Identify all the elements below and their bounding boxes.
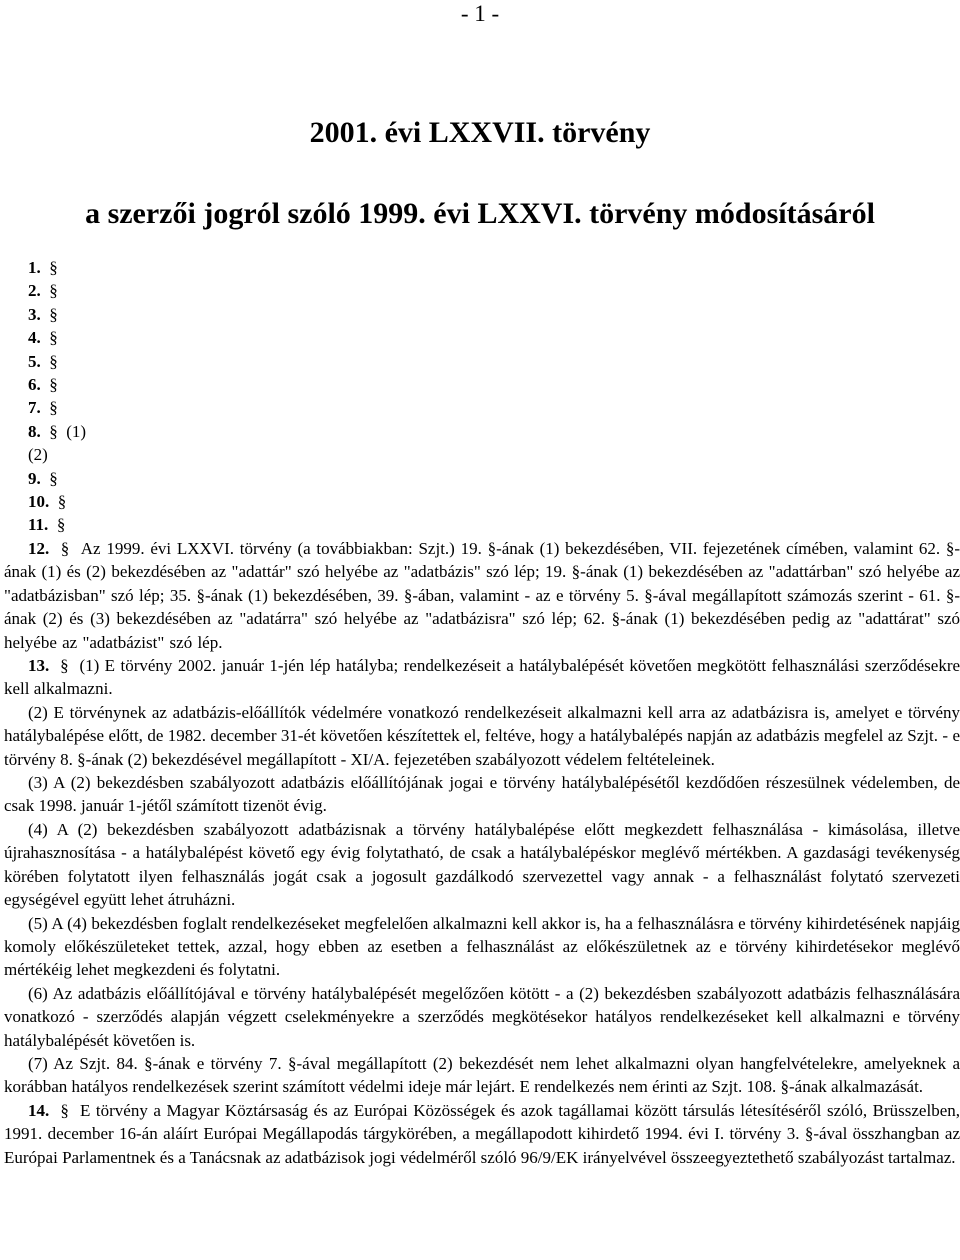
section-13-paragraph-2: (2) E törvénynek az adatbázis-előállítók védelmére vonatkozó rendelkezéseit alkalmazni kell arra az adatbázisra is, amelyet e törvény hatálybalépése előtt, de 1982. december 31-ét követően készítettek el, feltéve, hogy a hatálybalépés napján az adatbázis megfelel az Szjt. - e törvény 8. §-ának (2) bekezdésével megállapított - XI/A. fejezetében szabályozott védelem feltételeinek. [4,702,960,769]
section-mark: § [49,258,58,277]
section-13-paragraph-1 [4,654,960,701]
section-mark: § [49,328,58,348]
section-9 [28,467,328,490]
section-mark: § [49,468,58,488]
section-8-paragraph-2 [28,443,328,466]
section-2 [28,279,328,302]
section-number: 2. [28,281,41,301]
section-text: E törvény a Magyar Köztársaság és az Európai Közösségek és azok tagállamai között társulás létesítéséről szóló, Brüsszelben, 1991. december 16-án aláírt Európai Megállapodás tárgykörében, a megállapodott kihirdető 1994. évi I. törvény 3. §-ával összhangban az Európai Parlamentnek és a Tanácsnak az adatbázisok jogi védelméről szóló 96/9/EK irányelvével összeegyeztethető szabályozást tartalmaz. [4,1100,960,1167]
section-number: 4. [28,328,41,348]
section-mark: § [57,491,67,511]
section-number: 8. [28,421,41,441]
section-7 [28,396,328,419]
section-1 [28,256,328,279]
section-number: 5. [28,351,41,371]
section-mark: § [60,656,69,676]
section-mark: § [49,351,58,371]
section-13-paragraph-5: (5) A (4) bekezdésben foglalt rendelkezéseket megfelelően alkalmazni kell akkor is, ha a felhasználásra e törvény kihirdetésének napjáig komoly előkészületeket tettek, azzal, hogy ebben az esetben a felhasználást az előkészületnek az e törvény kihirdetésekor meglévő mértékéig lehet megkezdeni és folytatni. [4,913,960,980]
section-4 [28,326,328,349]
law-title: 2001. évi LXXVII. törvény [309,116,651,149]
section-8 [28,420,328,443]
section-number: 7. [28,398,41,418]
section-number: 12. [28,539,50,558]
section-mark: § [60,539,70,558]
section-13-paragraph-7: (7) Az Szjt. 84. §-ának e törvény 7. §-ával megállapított (2) bekezdését nem lehet alkalmazni olyan hangfelvételekre, amelyeknek a korábban hatályos rendelkezések szerint számított védelmi ideje már lejárt. E rendelkezés nem érinti az Szjt. 108. §-ának alkalmazását. [4,1053,960,1097]
section-10 [28,490,328,513]
section-mark: § [56,515,66,535]
section-number: 3. [28,304,41,324]
section-number: 11. [28,515,49,535]
page-number: - 1 - [460,1,500,26]
section-text: (1) E törvény 2002. január 1-jén lép hatályba; rendelkezéseit a hatálybalépését követően megkötött felhasználási szerződésekre kell alkalmazni. [4,656,960,699]
section-13-paragraph-3: (3) A (2) bekezdésben szabályozott adatbázis előállítójának jogai e törvény hatálybalépésétől kezdődően részesülnek védelemben, de csak 1998. január 1-jétől számított tizenöt évig. [4,773,960,816]
section-number: 6. [28,374,41,394]
section-3 [28,303,328,326]
law-subtitle: a szerzői jogról szóló 1999. évi LXXVI. törvény módosításáról [85,197,875,230]
section-mark: § [60,1100,69,1120]
section-number: 1. [28,258,41,277]
document-body [4,537,960,1169]
section-number: 9. [28,468,41,488]
section-paragraph: (2) [28,445,48,465]
section-11 [28,513,328,536]
section-12 [4,537,960,654]
section-14 [4,1099,960,1169]
section-mark: § [49,398,58,418]
section-6 [28,373,328,396]
section-text: Az 1999. évi LXXVI. törvény (a továbbiakban: Szjt.) 19. §-ának (1) bekezdésében, VII. fejezetének címében, valamint 62. §-ának (1) és (2) bekezdésében az "adattár" szó helyébe az "adatbázis" szó lép; 19. §-ának (1) bekezdésében az "adattárban" szó helyébe az "adatbázisban" szó lép; 35. §-ának (1) bekezdésében, 39. §-ában, valamint - az e törvény 5. §-ával megállapított számozás szerint - 61. §-ának (2) és (3) bekezdésében az "adatárra" szó helyébe az "adatbázisra" szó lép; 62. §-ának (1) bekezdésében pedig az "adattárat" szó helyébe az "adatbázist" szó lép. [4,539,960,652]
section-mark: § [49,281,58,301]
section-mark: § [49,421,58,441]
section-number: 14. [28,1100,50,1120]
section-number: 10. [28,491,50,511]
section-mark: § [49,374,58,394]
section-number: 13. [28,656,50,676]
section-mark: § [49,304,58,324]
section-5 [28,350,328,373]
section-13-paragraph-4: (4) A (2) bekezdésben szabályozott adatbázisnak a törvény hatálybalépése előtt megkezdett felhasználása - kimásolása, illetve újrahasznosítása - a hatálybalépést követő egy évig folytatható, de csak a hatálybalépéskor meglévő mértékben. A gazdasági tevékenység körében folytatott ilyen felhasználás jogát csak a jogosult gazdálkodó szervezettel vagy annak - a felhasználást folytató szervezeti egységével együtt lehet átruházni. [4,819,960,910]
section-13-paragraph-6: (6) Az adatbázis előállítójával e törvény hatálybalépését megelőzően kötött - a (2) bekezdésben szabályozott adatbázis felhasználására vonatkozó - szerződés alapján végzett cselekményekre a szerződés megkötésekor hatályos rendelkezéseket kell alkalmazni e törvény hatálybalépését követően is. [4,983,960,1050]
section-list [28,256,328,537]
section-paragraph: (1) [66,421,87,441]
